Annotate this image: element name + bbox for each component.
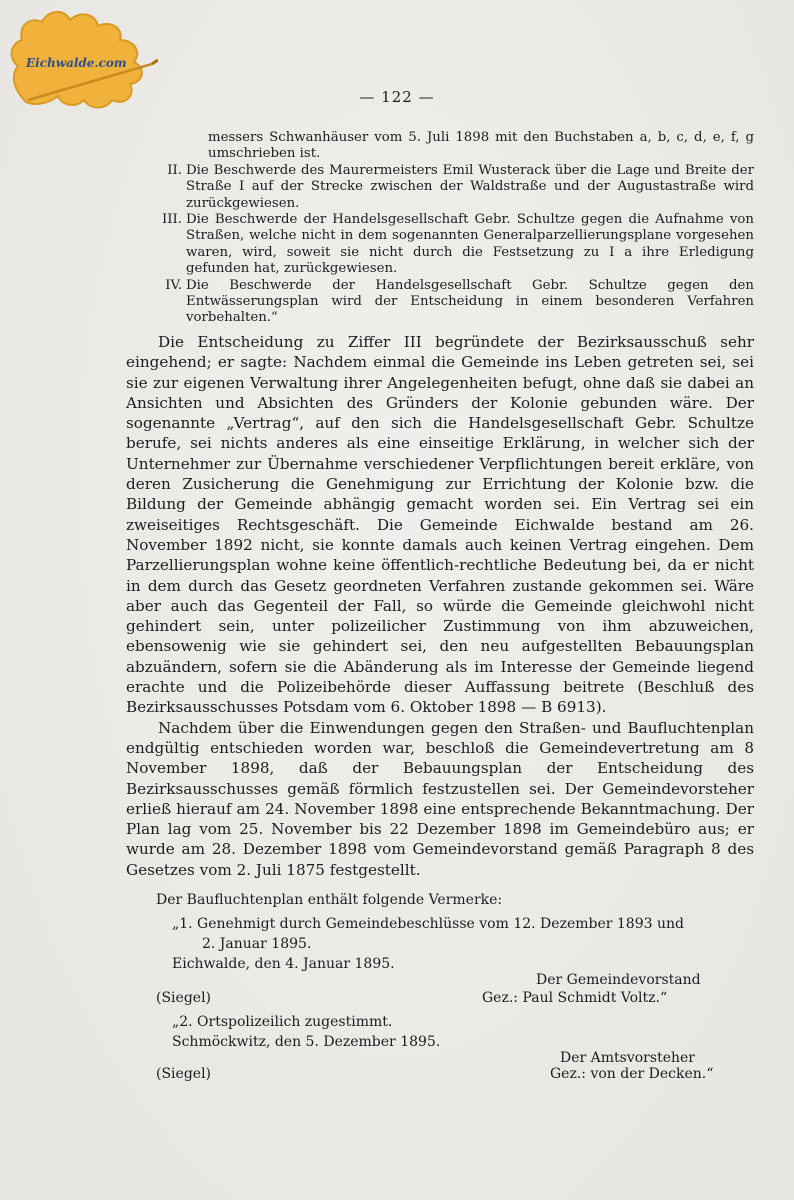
list-item (150, 163, 754, 212)
list-item (150, 212, 754, 278)
body-text (126, 332, 754, 880)
notes-intro: Der Baufluchtenplan enthält folgende Vermerke: (156, 892, 503, 908)
list-item-number: IV. (165, 277, 182, 293)
note-1-authority: Der Gemeindevorstand (536, 972, 701, 988)
list-item (150, 130, 754, 163)
page-number: — 122 — (359, 88, 435, 106)
note-1-place-date: Eichwalde, den 4. Januar 1895. (172, 956, 395, 972)
paragraph: Nachdem über die Einwendungen gegen den Straßen- und Baufluchtenplan endgültig entschieden worden war, beschloß die Gemeindevertretung am 8 November 1898, daß der Bebauungsplan der Entscheidung des Bezirksausschusses gemäß förmlich festzustellen sei. Der Gemeindevorsteher erließ hierauf am 24. November 1898 eine entsprechende Bekanntmachung. Der Plan lag vom 25. November bis 22 Dezember 1898 im Gemeindebüro aus; er wurde am 28. Dezember 1898 vom Gemeindevorstand gemäß Paragraph 8 des Gesetzes vom 2. Juli 1875 festgestellt. (126, 718, 754, 879)
decision-list (150, 130, 754, 327)
note-2-place-date: Schmöckwitz, den 5. Dezember 1895. (172, 1034, 441, 1050)
note-1-line-1: „1. Genehmigt durch Gemeindebeschlüsse vom 12. Dezember 1893 und (172, 916, 684, 932)
list-item-text: Die Beschwerde der Handelsgesellschaft Gebr. Schultze gegen den Entwässerungsplan wird der Entscheidung in einem besonderen Verfahren vorbehalten.“ (186, 277, 754, 326)
paragraph: Die Entscheidung zu Ziffer III begründete der Bezirksausschuß sehr eingehend; er sagte: Nachdem einmal die Gemeinde ins Leben getreten sei, sei sie zur eigenen Verwaltung ihrer Angelegenheiten befugt, ohne daß sie dabei an Ansichten und Absichten des Gründers der Kolonie gebunden wäre. Der sogenannte „Vertrag“, auf den sich die Handelsgesellschaft Gebr. Schultze berufe, sei nichts anderes als eine einseitige Erklärung, in welcher sich der Unternehmer zur Übernahme verschiedener Verpflichtungen bereit erkläre, von deren Zusicherung die Genehmigung zur Errichtung der Kolonie bzw. die Bildung der Gemeinde abhängig gemacht worden sei. Ein Vertrag sei ein zweiseitiges Rechtsgeschäft. Die Gemeinde Eichwalde bestand am 26. November 1892 nicht, sie konnte damals auch keinen Vertrag eingehen. Dem Parzellierungsplan wohne keine öffentlich-rechtliche Bedeutung bei, da er nicht in dem durch das Gesetz geordneten Verfahren zustande gekommen sei. Wäre aber auch das Gegenteil der Fall, so würde die Gemeinde gleichwohl nicht gehindert sein, unter polizeilicher Zustimmung von ihm abzuweichen, ebensowenig wie sie gehindert sei, den neu aufgestellten Bebauungsplan abzuändern, sofern sie die Abänderung als im Interesse der Gemeinde liegend erachte und die Polizeibehörde dieser Auffassung beitrete (Beschluß des Bezirksausschusses Potsdam vom 6. Oktober 1898 — B 6913). (126, 333, 754, 717)
list-item-number: II. (167, 162, 182, 178)
note-1-line-2: 2. Januar 1895. (202, 936, 312, 952)
logo-text: Eichwalde.com (26, 56, 127, 70)
list-item-text: Die Beschwerde des Maurermeisters Emil Wusterack über die Lage und Breite der Straße I auf der Strecke zwischen der Waldstraße und der Augustastraße wird zurückgewiesen. (186, 162, 754, 211)
list-item-number: III. (162, 212, 182, 228)
note-1-seal: (Siegel) (156, 990, 212, 1006)
list-item (150, 278, 754, 327)
list-item-text: Die Beschwerde der Handelsgesellschaft Gebr. Schultze gegen die Aufnahme von Straßen, welche nicht in dem sogenannten Generalparzellierungsplane vorgesehen waren, wird, soweit sie nicht durch die Festsetzung zu I a ihre Erledigung gefunden hat, zurückgewiesen. (186, 212, 754, 277)
note-2-line-1: „2. Ortspolizeilich zugestimmt. (172, 1014, 393, 1030)
list-item-text: messers Schwanhäuser vom 5. Juli 1898 mit den Buchstaben a, b, c, d, e, f, g umschrieben ist. (208, 130, 754, 162)
note-1-signature: Gez.: Paul Schmidt Voltz.“ (482, 990, 668, 1006)
note-2-authority: Der Amtsvorsteher (560, 1050, 695, 1066)
note-2-signature: Gez.: von der Decken.“ (550, 1066, 714, 1082)
note-2-seal: (Siegel) (156, 1066, 212, 1082)
